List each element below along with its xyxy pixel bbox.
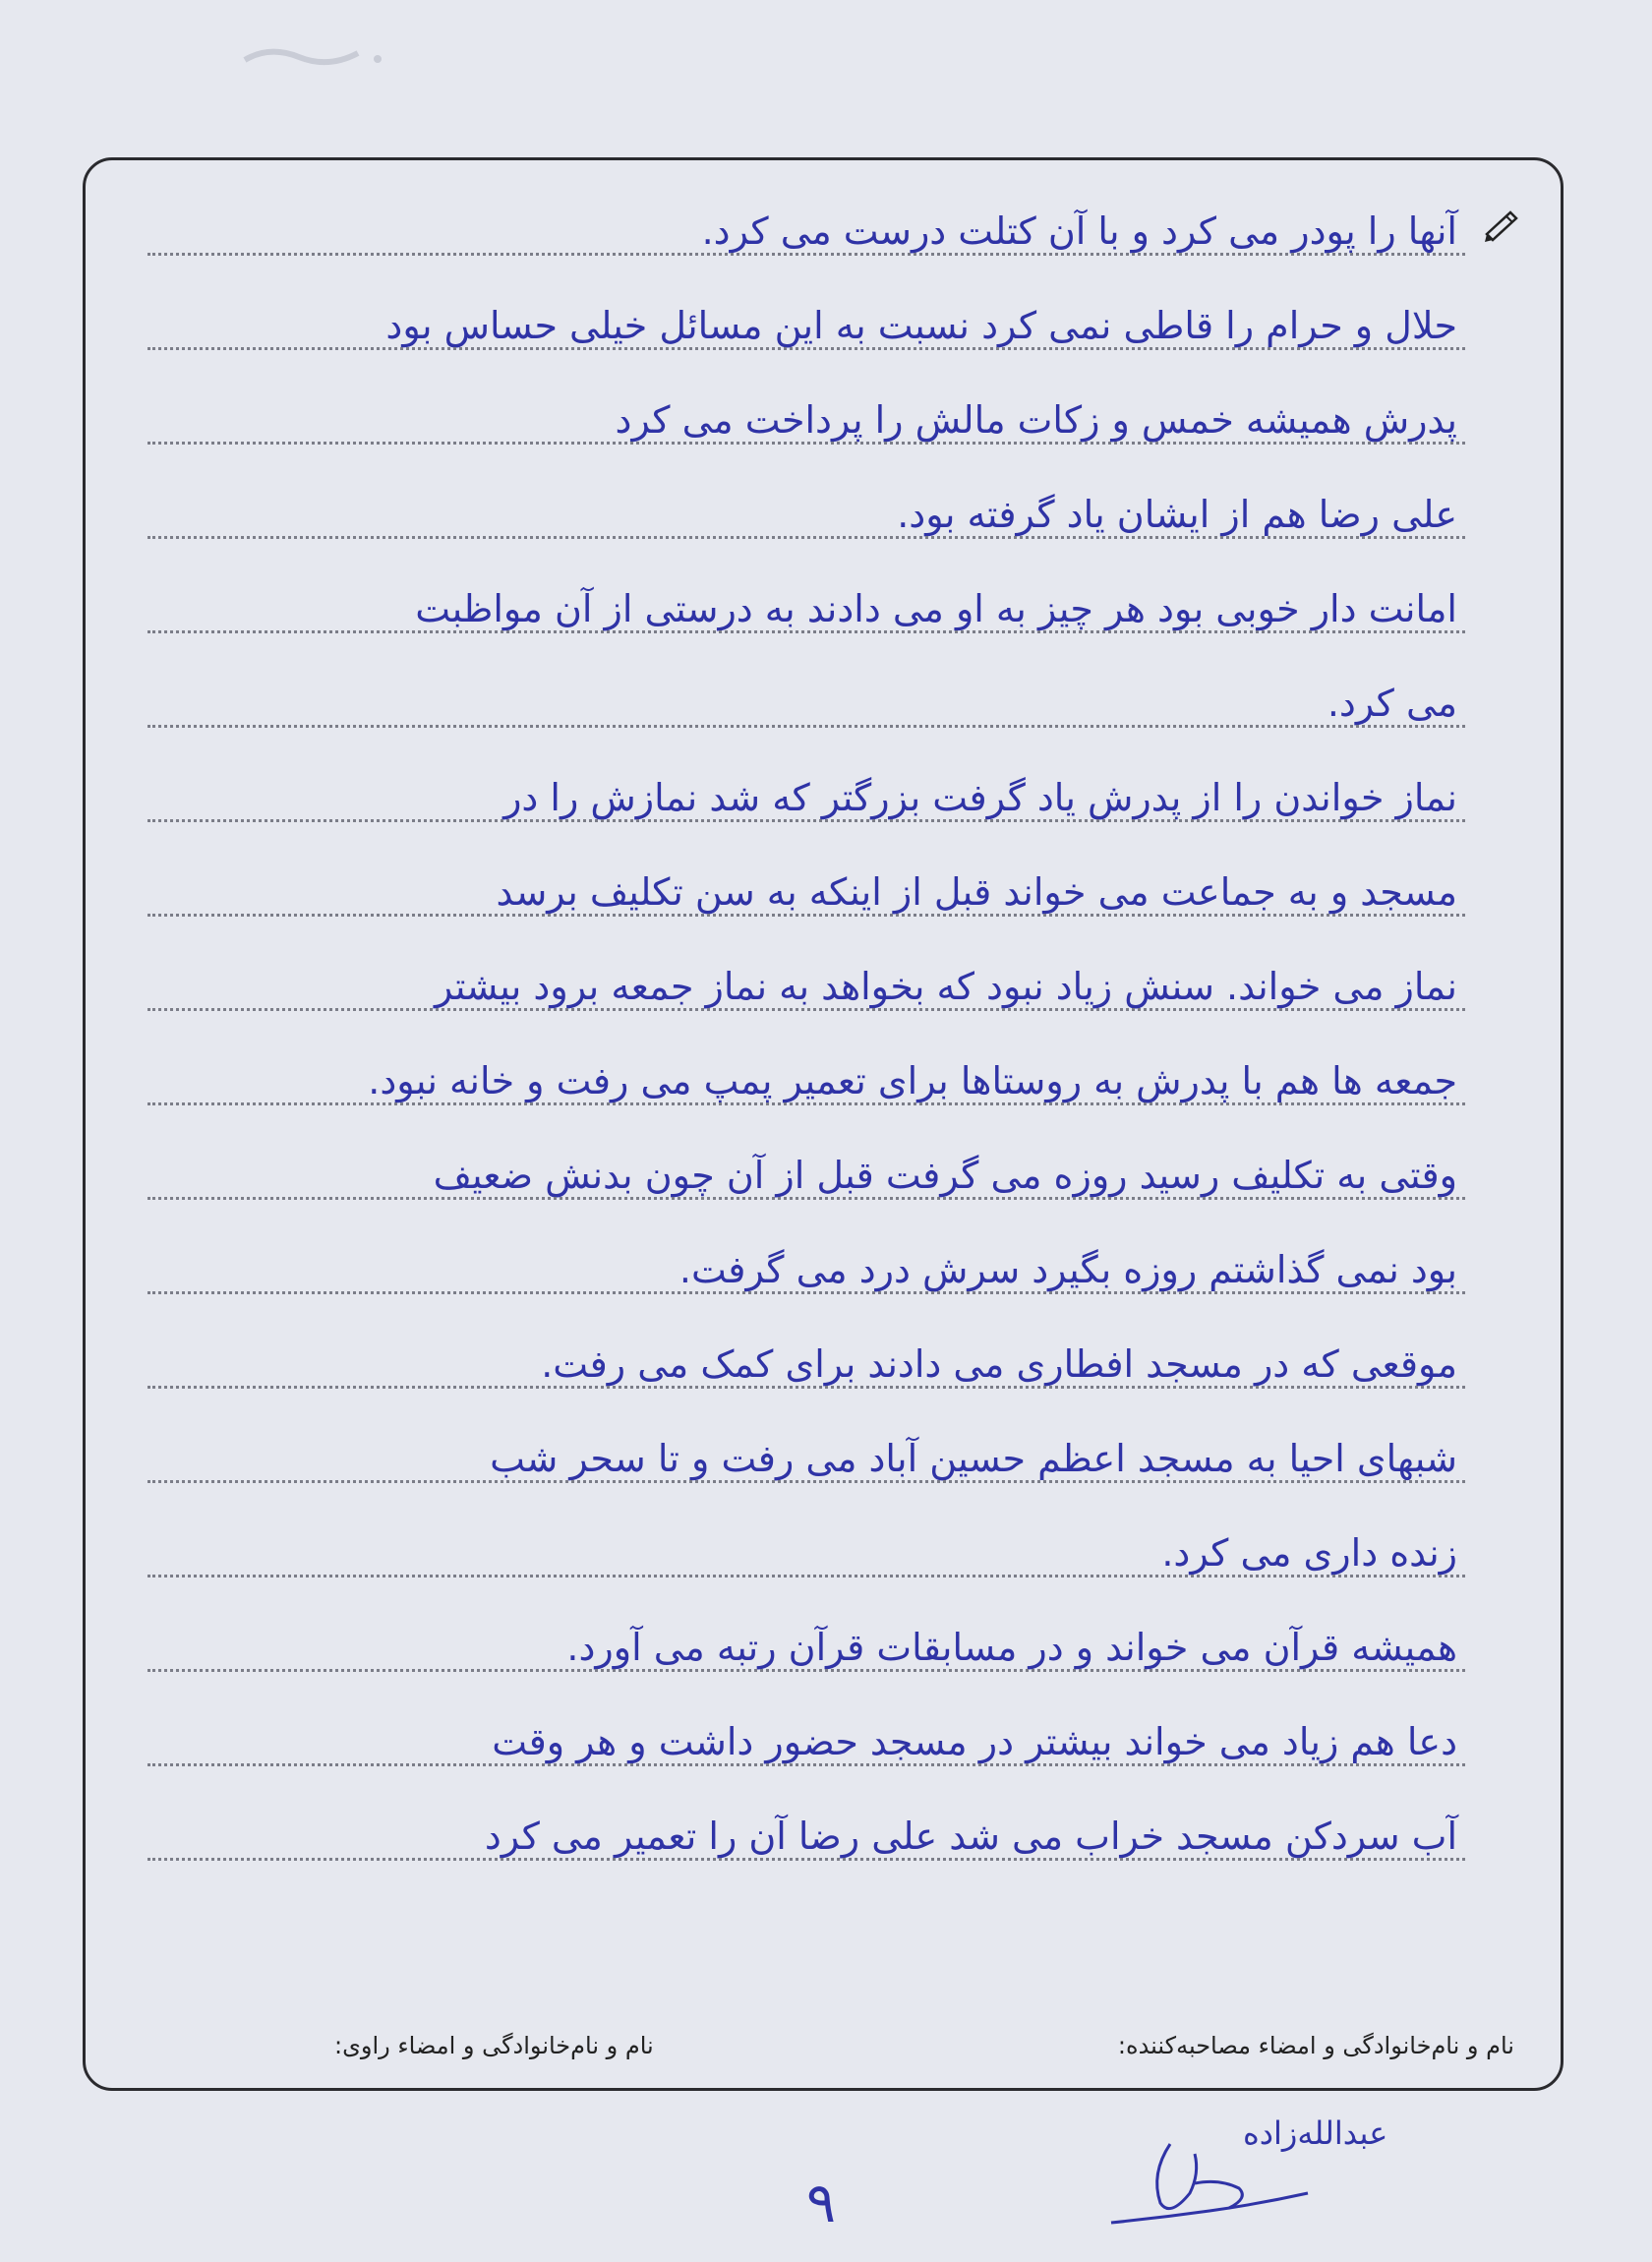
signature-name: عبدالله‌زاده [1243,2114,1388,2152]
dotted-rule [148,536,1465,539]
dotted-rule [148,1669,1465,1672]
text-line-1 [148,177,1465,256]
narrator-signature-label: نام و نام‌خانوادگی و امضاء راوی: [334,2032,654,2059]
text-line-7 [148,744,1465,822]
text-line-14 [148,1404,1465,1483]
line-text: شبهای احیا به مسجد اعظم حسین آباد می رفت و تا سحر شب [490,1437,1457,1480]
text-line-16 [148,1593,1465,1672]
line-text: همیشه قرآن می خواند و در مسابقات قرآن رتبه می آورد. [566,1626,1457,1669]
line-text: پدرش همیشه خمس و زکات مالش را پرداخت می کرد [615,398,1457,442]
handwritten-signature [1101,2124,1318,2232]
dotted-rule [148,1291,1465,1294]
dotted-rule [148,630,1465,633]
dotted-rule [148,442,1465,445]
line-text: جمعه ها هم با پدرش به روستاها برای تعمیر پمپ می رفت و خانه نبود. [368,1059,1457,1102]
line-text: امانت دار خوبی بود هر چیز به او می دادند به درستی از آن مواظبت [415,587,1457,630]
line-text: موقعی که در مسجد افطاری می دادند برای کمک می رفت. [541,1342,1457,1386]
dotted-rule [148,1858,1465,1861]
line-text: آنها را پودر می کرد و با آن کتلت درست می کرد. [701,209,1457,253]
dotted-rule [148,1386,1465,1389]
dotted-rule [148,1480,1465,1483]
line-text: علی رضا هم از ایشان یاد گرفته بود. [897,493,1457,536]
line-text: وقتی به تکلیف رسید روزه می گرفت قبل از آن چون بدنش ضعیف [433,1154,1457,1197]
dotted-rule [148,347,1465,350]
text-line-6 [148,649,1465,728]
dotted-rule [148,1197,1465,1200]
text-line-15 [148,1499,1465,1577]
text-line-4 [148,460,1465,539]
dotted-rule [148,1102,1465,1105]
text-line-11 [148,1121,1465,1200]
text-line-12 [148,1216,1465,1294]
line-text: نماز می خواند. سنش زیاد نبود که بخواهد به نماز جمعه برود بیشتر [434,965,1457,1008]
line-text: بود نمی گذاشتم روزه بگیرد سرش درد می گرفت. [678,1248,1457,1291]
line-text: مسجد و به جماعت می خواند قبل از اینکه به سن تکلیف برسد [496,870,1457,914]
line-text: دعا هم زیاد می خواند بیشتر در مسجد حضور داشت و هر وقت [492,1720,1457,1763]
text-line-13 [148,1310,1465,1389]
text-line-18 [148,1782,1465,1861]
text-line-3 [148,366,1465,445]
line-text: نماز خواندن را از پدرش یاد گرفت بزرگتر که شد نمازش را در [503,776,1457,819]
text-line-17 [148,1688,1465,1766]
line-text: حلال و حرام را قاطی نمی کرد نسبت به این مسائل خیلی حساس بود [385,304,1457,347]
text-line-10 [148,1027,1465,1105]
page-number: ۹ [806,2172,837,2235]
dotted-rule [148,1763,1465,1766]
dotted-rule [148,819,1465,822]
text-line-5 [148,555,1465,633]
line-text: می کرد. [1327,682,1457,725]
paper-smudge [240,35,397,75]
text-line-9 [148,932,1465,1011]
line-text: زنده داری می کرد. [1161,1531,1457,1575]
text-line-2 [148,271,1465,350]
dotted-rule [148,1008,1465,1011]
pen-icon [1483,205,1522,244]
interviewer-signature-label: نام و نام‌خانوادگی و امضاء مصاحبه‌کننده: [1117,2032,1514,2059]
dotted-rule [148,725,1465,728]
text-line-8 [148,838,1465,917]
dotted-rule [148,1575,1465,1577]
dotted-rule [148,253,1465,256]
dotted-rule [148,914,1465,917]
line-text: آب سردکن مسجد خراب می شد علی رضا آن را تعمیر می کرد [484,1815,1457,1858]
